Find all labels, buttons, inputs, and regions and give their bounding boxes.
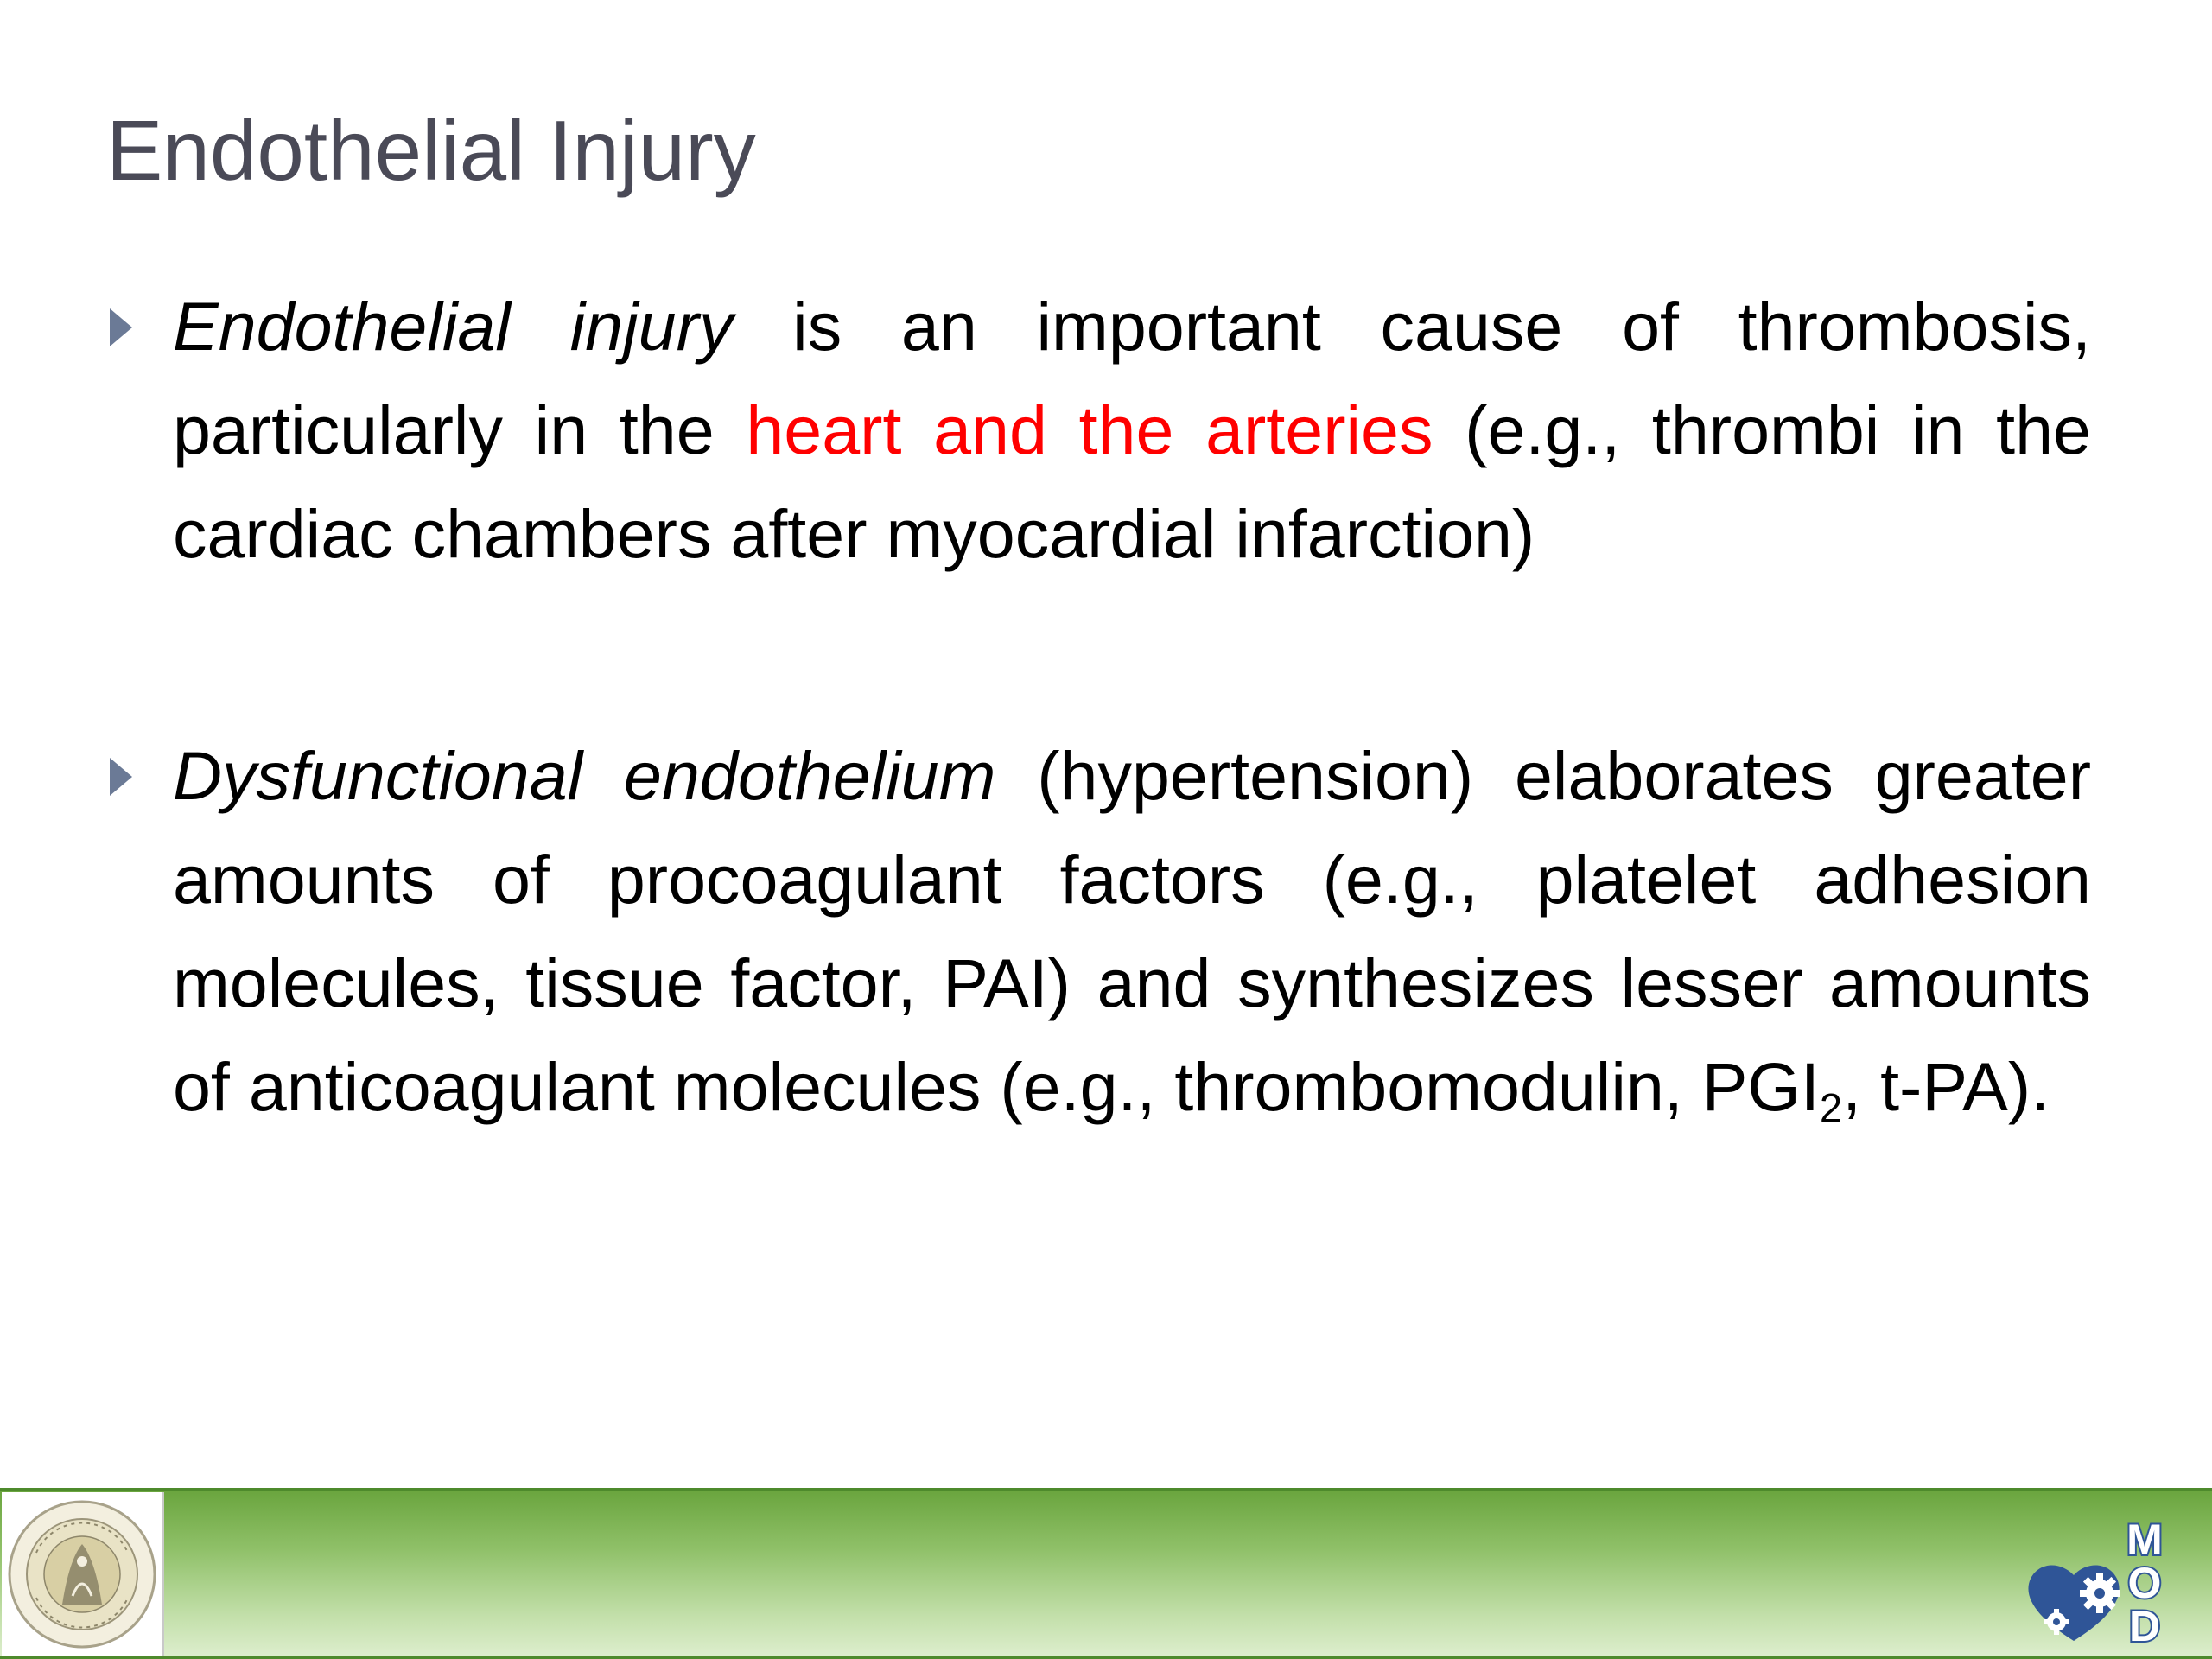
bullet2-subscript: 2 [1819,1085,1843,1132]
bullet2-italic-term: Dysfunctional endothelium [173,737,996,814]
mod-logo-letter-o: O [2127,1559,2162,1607]
bullet1-italic-term: Endothelial injury [173,288,734,365]
mod-gears-logo-icon [2022,1511,2177,1655]
bullet2-text-b: , t-PA). [1842,1048,2050,1125]
bullet-arrow-icon [110,308,132,346]
slide-title: Endothelial Injury [106,103,756,198]
bullet2-text-a: (hypertension) elaborates greater amounts of procoagulant factors (e.g., platelet adhesion molecules, tissue factor, PAI) and synthesizes lesser amounts of anticoagulant molecules (e.g., thrombomodulin, PGI [173,737,2091,1125]
bullet1-highlight: heart and the arteries [746,391,1433,468]
mod-logo-letter-d: D [2128,1602,2161,1650]
mod-logo-letter-m: M [2126,1516,2163,1564]
bullet1-text-b: (e.g., thrombi in the cardiac chambers after myocardial infarction) [173,391,2091,572]
footer-bar [0,1488,2212,1659]
university-seal-icon [2,1492,164,1656]
bullet-endothelial-injury [173,275,2091,586]
bullet-dysfunctional-endothelium [173,724,2091,1139]
bullet1-text-a: is an important cause of thrombosis, particularly in the [173,288,2091,468]
bullet-arrow-icon [110,758,132,796]
